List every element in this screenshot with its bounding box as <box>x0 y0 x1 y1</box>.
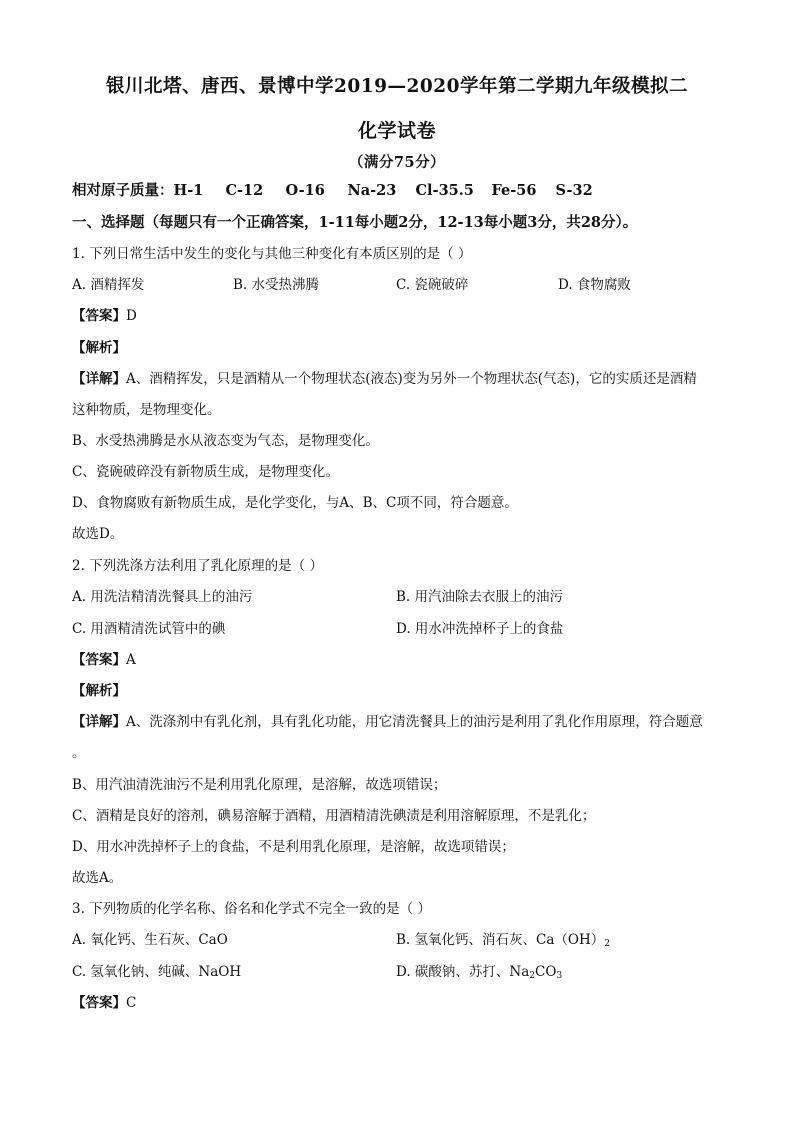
question-2-option-b: B. 用汽油除去衣服上的油污 <box>396 589 564 605</box>
subscript: 3 <box>556 971 563 981</box>
atomic-mass-item: O-16 <box>285 182 325 199</box>
answer-label: 【答案】 <box>72 652 126 668</box>
answer-label: 【答案】 <box>72 308 126 324</box>
question-1-detail-line <box>72 370 697 388</box>
answer-value: D <box>126 308 137 324</box>
question-2-detail-line: C、酒精是良好的溶剂，碘易溶解于酒精，用酒精清洗碘渍是利用溶解原理，不是乳化； <box>72 808 596 824</box>
exam-title: 银川北塔、唐西、景博中学2019—2020学年第二学期九年级模拟二 <box>106 76 688 97</box>
atomic-mass-item: S-32 <box>555 182 593 199</box>
question-1-stem: 1. 下列日常生活中发生的变化与其他三种变化有本质区别的是（ ） <box>72 246 472 262</box>
atomic-mass-item: C-12 <box>225 182 264 199</box>
subject-title: 化学试卷 <box>357 120 436 142</box>
question-2-option-d: D. 用水冲洗掉杯子上的食盐 <box>396 621 564 637</box>
question-3-answer <box>72 994 136 1012</box>
question-2-option-a: A. 用洗洁精清洗餐具上的油污 <box>72 589 253 605</box>
question-1-option-a: A. 酒精挥发 <box>72 277 145 293</box>
question-1-conclusion: 故选D。 <box>72 526 124 542</box>
question-2-stem: 2. 下列洗涤方法利用了乳化原理的是（ ） <box>72 558 323 574</box>
detail-text: A、洗涤剂中有乳化剂，具有乳化功能，用它清洗餐具上的油污是利用了乳化作用原理，符合题意 <box>126 714 703 730</box>
question-1-option-b: B. 水受热沸腾 <box>233 277 320 293</box>
question-2-option-c: C. 用酒精清洗试管中的碘 <box>72 621 226 637</box>
atomic-mass-line <box>72 182 593 200</box>
subscript: 2 <box>604 939 610 949</box>
option-text: D. 碳酸钠、苏打、Na <box>396 964 530 980</box>
atomic-mass-item: Cl-35.5 <box>415 182 474 199</box>
atomic-mass-item: Na-23 <box>347 182 397 199</box>
answer-label: 【答案】 <box>72 995 126 1011</box>
answer-value: C <box>126 995 137 1011</box>
question-2-detail-line: B、用汽油清洗油污不是利用乳化原理，是溶解，故选项错误； <box>72 777 447 793</box>
question-3-option-d <box>396 963 562 985</box>
question-2-detail-line <box>72 713 703 731</box>
question-1-detail-line: C、瓷碗破碎没有新物质生成，是物理变化。 <box>72 464 339 480</box>
question-3-option-b <box>396 931 610 953</box>
detail-text: A、酒精挥发，只是酒精从一个物理状态(液态)变为另外一个物理状态(气态)，它的实质还是酒精 <box>126 371 697 387</box>
question-1-answer <box>72 307 137 325</box>
question-3-stem: 3. 下列物质的化学名称、俗名和化学式不完全一致的是（ ） <box>72 901 431 917</box>
section-heading: 一、选择题（每题只有一个正确答案，1-11每小题2分，12-13每小题3分，共28分）。 <box>72 214 638 231</box>
question-1-option-c: C. 瓷碗破碎 <box>396 277 469 293</box>
question-1-detail-line: D、食物腐败有新物质生成，是化学变化，与A、B、C项不同，符合题意。 <box>72 495 518 511</box>
question-2-analysis-label: 【解析】 <box>72 683 126 699</box>
question-2-answer <box>72 651 136 669</box>
detail-label: 【详解】 <box>72 714 126 730</box>
atomic-mass-label: 相对原子质量： <box>72 182 174 199</box>
question-3-option-c: C. 氢氧化钠、纯碱、NaOH <box>72 964 242 980</box>
question-1-detail-line: B、水受热沸腾是水从液态变为气态，是物理变化。 <box>72 433 379 449</box>
question-1-analysis-label: 【解析】 <box>72 340 126 356</box>
answer-value: A <box>126 652 136 668</box>
question-3-option-a: A. 氧化钙、生石灰、CaO <box>72 932 228 948</box>
question-1-option-d: D. 食物腐败 <box>558 277 631 293</box>
formula-part: CO <box>535 964 557 980</box>
atomic-mass-item: H-1 <box>173 182 204 199</box>
question-2-conclusion: 故选A。 <box>72 870 123 886</box>
detail-label: 【详解】 <box>72 371 126 387</box>
question-2-detail-line: 。 <box>72 745 86 761</box>
question-1-detail-line: 这种物质，是物理变化。 <box>72 402 221 418</box>
subscript: 2 <box>529 971 536 981</box>
option-text: B. 氢氧化钙、消石灰、Ca（OH） <box>396 932 605 948</box>
full-score: （满分75分） <box>348 154 446 171</box>
atomic-mass-item: Fe-56 <box>491 182 537 199</box>
question-2-detail-line: D、用水冲洗掉杯子上的食盐，不是利用乳化原理，是溶解，故选项错误； <box>72 839 515 855</box>
